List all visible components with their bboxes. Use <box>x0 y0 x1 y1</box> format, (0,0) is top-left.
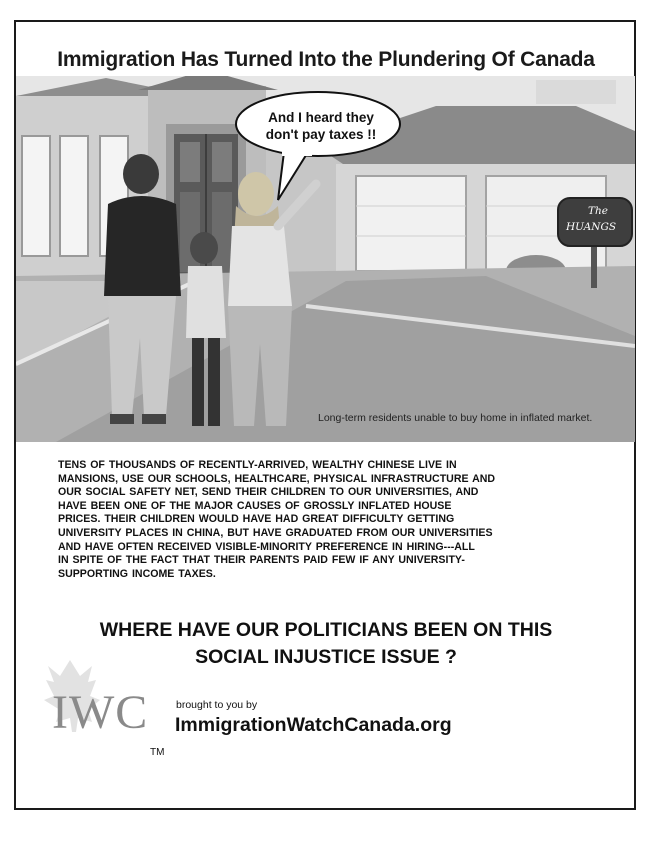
body-line: HAVE BEEN ONE OF THE MAJOR CAUSES OF GROSSLY INFLATED HOUSE <box>58 499 452 512</box>
photo-caption: Long-term residents unable to buy home in inflated market. <box>318 412 593 424</box>
brought-to-you-label: brought to you by <box>176 699 258 711</box>
body-line: PRICES. THEIR CHILDREN WOULD HAVE HAD GREAT DIFFICULTY GETTING <box>58 513 455 526</box>
website-link[interactable]: ImmigrationWatchCanada.org <box>175 714 452 736</box>
question-line: WHERE HAVE OUR POLITICIANS BEEN ON THIS <box>99 619 553 641</box>
body-line: AND HAVE OFTEN RECEIVED VISIBLE-MINORITY PREFERENCE IN HIRING---ALL <box>58 540 475 553</box>
headline: Immigration Has Turned Into the Plundering Of Canada <box>57 48 595 71</box>
body-line: SUPPORTING INCOME TAXES. <box>58 567 216 580</box>
body-line: IN SPITE OF THE FACT THAT THEIR PARENTS PAID FEW IF ANY UNIVERSITY- <box>58 554 465 567</box>
question-line: SOCIAL INJUSTICE ISSUE ? <box>195 646 457 668</box>
body-line: MANSIONS, USE OUR SCHOOLS, HEALTHCARE, PHYSICAL INFRASTRUCTURE AND <box>58 472 496 485</box>
body-paragraph <box>58 459 610 581</box>
iwc-logo: IWC <box>52 686 149 739</box>
speech-bubble-text <box>251 109 391 143</box>
speech-bubble-line: don't pay taxes !! <box>265 127 377 142</box>
body-line: UNIVERSITY PLACES IN CHINA, BUT HAVE GRADUATED FROM OUR UNIVERSITIES <box>58 526 493 539</box>
body-line: OUR SOCIAL SAFETY NET, SEND THEIR CHILDREN TO OUR UNIVERSITIES, AND <box>58 486 479 499</box>
speech-bubble-line: And I heard they <box>268 110 374 125</box>
trademark: TM <box>150 747 165 758</box>
body-line: TENS OF THOUSANDS OF RECENTLY-ARRIVED, WEALTHY CHINESE LIVE IN <box>58 459 457 471</box>
house-sign-name: HUANGS <box>566 221 617 233</box>
house-sign-the: The <box>588 205 608 217</box>
